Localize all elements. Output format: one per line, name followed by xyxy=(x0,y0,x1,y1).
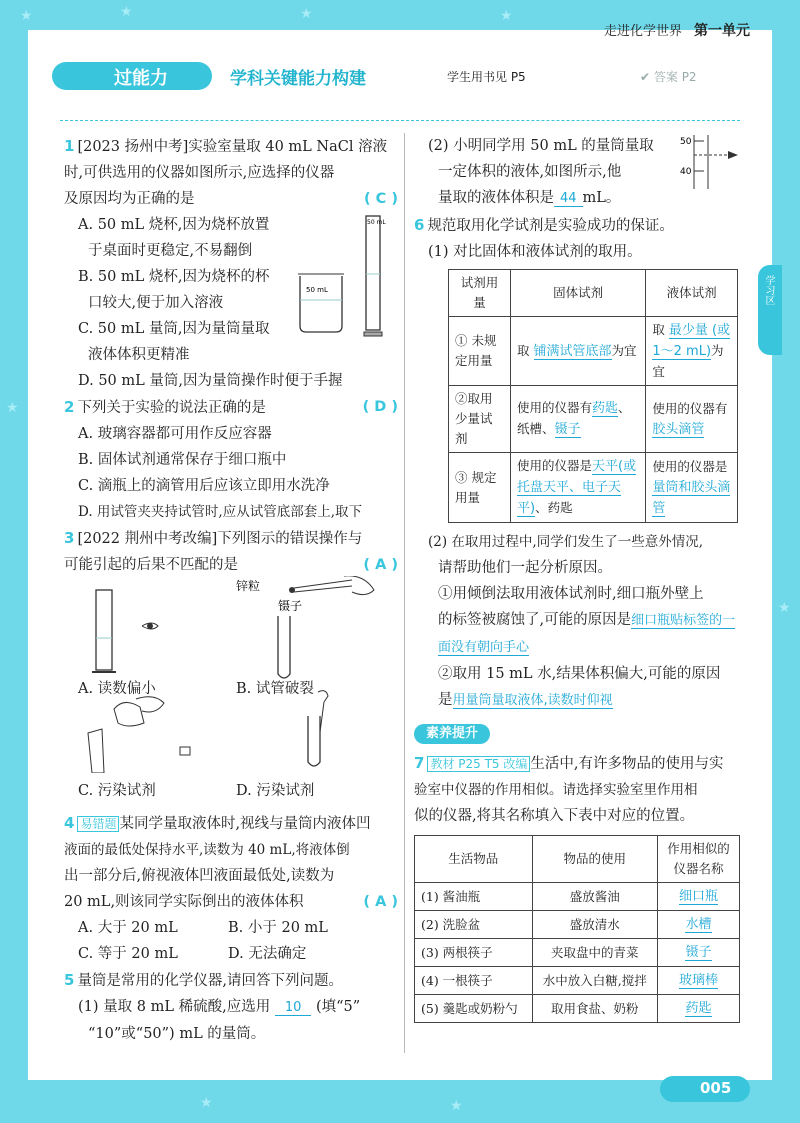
sub-question-text: (填“5” xyxy=(315,999,361,1015)
q3-figures xyxy=(64,578,398,808)
sub-question-text: ①用倾倒法取用液体试剂时,细口瓶外壁上 xyxy=(438,586,704,602)
question-number: 2 xyxy=(64,398,75,416)
header-unit: 第一单元 xyxy=(694,23,750,39)
table-row xyxy=(415,967,740,995)
question-2 xyxy=(64,394,398,525)
items-table xyxy=(414,835,740,1023)
table-cell-text: (5) 羹匙或奶粉勺 xyxy=(421,1000,518,1016)
test-tube-zinc-figure xyxy=(234,576,384,686)
star-icon: ★ xyxy=(20,8,33,24)
table-cell xyxy=(415,939,533,967)
section-header: 素养提升 xyxy=(414,724,490,744)
scale-label: 50 xyxy=(680,137,692,147)
table-cell-text: (4) 一根筷子 xyxy=(421,972,493,988)
answer-blank: 用量筒量取液体,读数时仰视 xyxy=(452,693,613,708)
scale-label: 40 xyxy=(680,167,692,177)
answer-blank: 细口瓶贴标签的一面没有朝向手心 xyxy=(438,613,736,655)
sub-question-text: ②取用 15 mL 水,结果体积偏大,可能的原因 xyxy=(438,666,721,682)
question-text: 液面的最低处保持水平,读数为 40 mL,将液体倒 xyxy=(64,842,350,858)
table-cell-text: 使用的仪器是 xyxy=(517,458,593,473)
table-cell: ③ 规定用量 xyxy=(449,453,511,523)
answer-bracket: ( D ) xyxy=(362,399,398,415)
column-divider xyxy=(404,133,405,1053)
table-row xyxy=(449,453,738,523)
answer-bracket: ( A ) xyxy=(363,557,398,573)
right-column xyxy=(414,133,744,1023)
table-cell xyxy=(658,967,740,995)
answer-blank: 天平(或托盘天平、电子天平) xyxy=(517,459,637,516)
option-d: D. 无法确定 xyxy=(228,946,307,962)
question-text: 时,可供选用的仪器如图所示,应选择的仪器 xyxy=(64,165,335,181)
beaker-and-cylinder-figure xyxy=(292,204,392,339)
option-c: C. 50 mL 量筒,因为量筒量取 xyxy=(78,321,270,337)
answer-ref-text: 答案 P2 xyxy=(653,70,697,84)
answer-blank: 铺满试管底部 xyxy=(533,343,612,359)
question-4 xyxy=(64,810,398,967)
page-number: 005 xyxy=(660,1076,750,1102)
sub-question-text: mL。 xyxy=(582,190,621,206)
table-cell xyxy=(415,995,533,1023)
question-text: 生活中,有许多物品的使用与实 xyxy=(530,756,724,772)
sub-question-text: (1) 对比固体和液体试剂的取用。 xyxy=(428,244,642,260)
table-cell xyxy=(658,995,740,1023)
cylinder-scale-figure xyxy=(676,133,742,189)
star-icon: ★ xyxy=(120,4,133,20)
table-cell xyxy=(532,967,657,995)
table-cell xyxy=(532,883,657,911)
table-header: 试剂用量 xyxy=(449,270,511,317)
table-cell-text: 盛放清水 xyxy=(569,916,620,932)
source-tag: 教材 P25 T5 改编 xyxy=(427,756,530,772)
table-cell xyxy=(532,995,657,1023)
table-cell xyxy=(415,967,533,995)
table-cell xyxy=(532,939,657,967)
table-cell xyxy=(415,883,533,911)
table-cell xyxy=(658,911,740,939)
table-cell-text: 水中放入白糖,搅拌 xyxy=(542,972,647,988)
source-tag: [2022 荆州中考改编] xyxy=(77,531,218,547)
option-b-cont: 口较大,便于加入溶液 xyxy=(88,295,224,311)
star-icon: ★ xyxy=(450,1098,463,1114)
answer-blank: 玻璃棒 xyxy=(678,973,718,988)
question-text: 规范取用化学试剂是实验成功的保证。 xyxy=(427,218,674,234)
sub-question-text: 的标签被腐蚀了,可能的原因是 xyxy=(438,612,632,628)
answer-blank: 水槽 xyxy=(685,917,712,932)
table-row xyxy=(415,939,740,967)
question-number: 4 xyxy=(64,814,75,832)
side-tab[interactable]: 学习区 xyxy=(758,265,782,355)
table-cell-text: (2) 洗脸盆 xyxy=(421,916,481,932)
question-text: 下列关于实验的说法正确的是 xyxy=(77,400,266,416)
table-cell-text: (3) 两根筷子 xyxy=(421,944,493,960)
tweezers-label: 镊子 xyxy=(278,599,303,613)
question-text: 下列图示的错误操作与 xyxy=(217,531,363,547)
sub-question-text: 一定体积的液体,如图所示,他 xyxy=(438,164,622,180)
question-text: 及原因均为正确的是 xyxy=(64,191,195,207)
table-cell xyxy=(658,939,740,967)
option-d: D. 用试管夹夹持试管时,应从试管底部套上,取下 xyxy=(78,504,363,520)
table-header: 固体试剂 xyxy=(511,270,646,317)
star-icon: ★ xyxy=(778,600,791,616)
source-tag: [2023 扬州中考] xyxy=(77,139,189,155)
option-b: B. 小于 20 mL xyxy=(228,920,328,936)
table-cell-text: 、纸槽、 xyxy=(517,400,631,436)
option-c: C. 等于 20 mL xyxy=(78,946,178,962)
option-b: B. 固体试剂通常保存于细口瓶中 xyxy=(78,452,287,468)
answer-blank: 最少量 (或 1～2 mL) xyxy=(652,323,731,359)
pouring-figure xyxy=(84,693,214,773)
question-text: 实验室量取 40 mL NaCl 溶液 xyxy=(188,139,388,155)
table-cell-text: 为宜 xyxy=(611,342,637,358)
option-c: C. 滴瓶上的滴管用后应该立即用水洗净 xyxy=(78,478,330,494)
option-b: B. 50 mL 烧杯,因为烧杯的杯 xyxy=(78,269,270,285)
table-cell xyxy=(532,911,657,939)
option-d: D. 50 mL 量筒,因为量筒操作时便于手握 xyxy=(78,373,343,389)
option-c-cont: 液体体积更精准 xyxy=(88,347,190,363)
zinc-label: 锌粒 xyxy=(236,579,261,593)
banner-subtitle: 学科关键能力构建 xyxy=(230,69,366,89)
answer-reference xyxy=(640,68,697,85)
answer-blank: 镊子 xyxy=(554,422,581,437)
table-header: 物品的使用 xyxy=(532,836,657,883)
table-cell-text: 使用的仪器是 xyxy=(652,458,728,474)
table-cell xyxy=(658,883,740,911)
table-cell-text: 取 xyxy=(652,322,665,337)
question-number: 1 xyxy=(64,137,75,155)
table-cell xyxy=(415,911,533,939)
header-unit-title: 走进化学世界 xyxy=(603,24,682,39)
table-cell: ②取用少量试剂 xyxy=(449,386,511,453)
banner-divider xyxy=(60,120,740,121)
section-badge: 过能力 xyxy=(52,62,212,90)
answer-blank: 44 xyxy=(554,191,583,207)
table-header: 作用相似的仪器名称 xyxy=(658,836,740,883)
beaker-label: 50 mL xyxy=(306,286,328,294)
question-text: 验室中仪器的作用相似。请选择实验室里作用相 xyxy=(414,782,698,798)
star-icon: ★ xyxy=(300,6,313,22)
answer-bracket: ( C ) xyxy=(364,191,398,207)
star-icon: ★ xyxy=(6,400,19,416)
question-text: 某同学量取液体时,视线与量筒内液体凹 xyxy=(119,816,371,832)
answer-blank: 药匙 xyxy=(592,401,619,416)
table-cell-text: 使用的仪器有 xyxy=(652,400,728,416)
star-icon: ★ xyxy=(500,8,513,24)
answer-blank: 镊子 xyxy=(685,945,712,960)
cylinder-label: 50 mL xyxy=(367,219,386,226)
question-5-part2 xyxy=(414,133,744,212)
question-number: 7 xyxy=(414,754,425,772)
table-cell-text: 、药匙 xyxy=(535,500,573,515)
sub-question-text: 请帮助他们一起分析原因。 xyxy=(438,560,612,576)
sub-question-text: 是 xyxy=(438,692,453,708)
left-column xyxy=(64,133,398,1047)
table-cell-text: 取 xyxy=(517,342,530,358)
star-icon: ★ xyxy=(200,1095,213,1111)
question-text: 出一部分后,俯视液体凹液面最低处,读数为 xyxy=(64,868,335,884)
table-cell-text: 使用的仪器有 xyxy=(517,400,593,415)
question-number: 3 xyxy=(64,529,75,547)
sub-question-text: 量取的液体体积是 xyxy=(438,190,554,206)
question-text: 20 mL,则该同学实际倒出的液体体积 xyxy=(64,894,304,910)
answer-blank: 胶头滴管 xyxy=(652,421,705,437)
book-reference: 学生用书见 P5 xyxy=(447,70,526,84)
table-row xyxy=(415,883,740,911)
question-3 xyxy=(64,525,398,808)
table-cell-text: (1) 酱油瓶 xyxy=(421,888,481,904)
answer-blank: 药匙 xyxy=(685,1001,712,1016)
question-6 xyxy=(414,212,744,714)
table-cell-text: 取用食盐、奶粉 xyxy=(551,1000,639,1016)
option-a: A. 50 mL 烧杯,因为烧杯放置 xyxy=(78,217,270,233)
question-number: 6 xyxy=(414,216,425,234)
table-row xyxy=(449,317,738,386)
sub-question-text: (2) 小明同学用 50 mL 的量筒量取 xyxy=(428,138,654,154)
table-row xyxy=(449,386,738,453)
running-header xyxy=(604,20,750,40)
answer-blank: 量筒和胶头滴管 xyxy=(652,479,731,516)
answer-blank: 细口瓶 xyxy=(678,889,718,904)
option-b: B. 试管破裂 xyxy=(236,681,314,697)
error-prone-tag: 易错题 xyxy=(77,816,119,832)
question-text: 可能引起的后果不匹配的是 xyxy=(64,557,238,573)
cylinder-reading-figure xyxy=(84,586,174,681)
question-number: 5 xyxy=(64,971,75,989)
option-a: A. 玻璃容器都可用作反应容器 xyxy=(78,426,272,442)
option-d: D. 污染试剂 xyxy=(236,783,315,799)
table-cell-text: 盛放酱油 xyxy=(569,888,620,904)
table-row xyxy=(415,911,740,939)
table-cell: ① 未规定用量 xyxy=(449,317,511,386)
sub-question-text: “10”或“50”) mL 的量筒。 xyxy=(88,1026,266,1042)
table-cell-text: 为宜 xyxy=(652,343,724,379)
sub-question-text: (1) 量取 8 mL 稀硫酸,应选用 xyxy=(78,999,271,1015)
option-a-cont: 于桌面时更稳定,不易翻倒 xyxy=(88,243,253,259)
question-text: 似的仪器,将其名称填入下表中对应的位置。 xyxy=(414,808,695,824)
option-a: A. 读数偏小 xyxy=(78,681,156,697)
sub-question-text: (2) 在取用过程中,同学们发生了一些意外情况, xyxy=(428,534,703,550)
option-a: A. 大于 20 mL xyxy=(78,920,178,936)
table-header: 生活物品 xyxy=(415,836,533,883)
question-7 xyxy=(414,750,744,1023)
table-header: 液体试剂 xyxy=(646,270,738,317)
question-text: 量筒是常用的化学仪器,请回答下列问题。 xyxy=(77,973,344,989)
reagent-table xyxy=(448,269,738,523)
answer-bracket: ( A ) xyxy=(363,894,398,910)
question-1 xyxy=(64,133,398,394)
table-row xyxy=(415,995,740,1023)
option-c: C. 污染试剂 xyxy=(78,783,156,799)
check-icon: ✔ xyxy=(640,70,654,84)
answer-blank: 10 xyxy=(275,1000,312,1016)
table-cell-text: 夹取盘中的青菜 xyxy=(551,944,639,960)
question-5 xyxy=(64,967,398,1047)
